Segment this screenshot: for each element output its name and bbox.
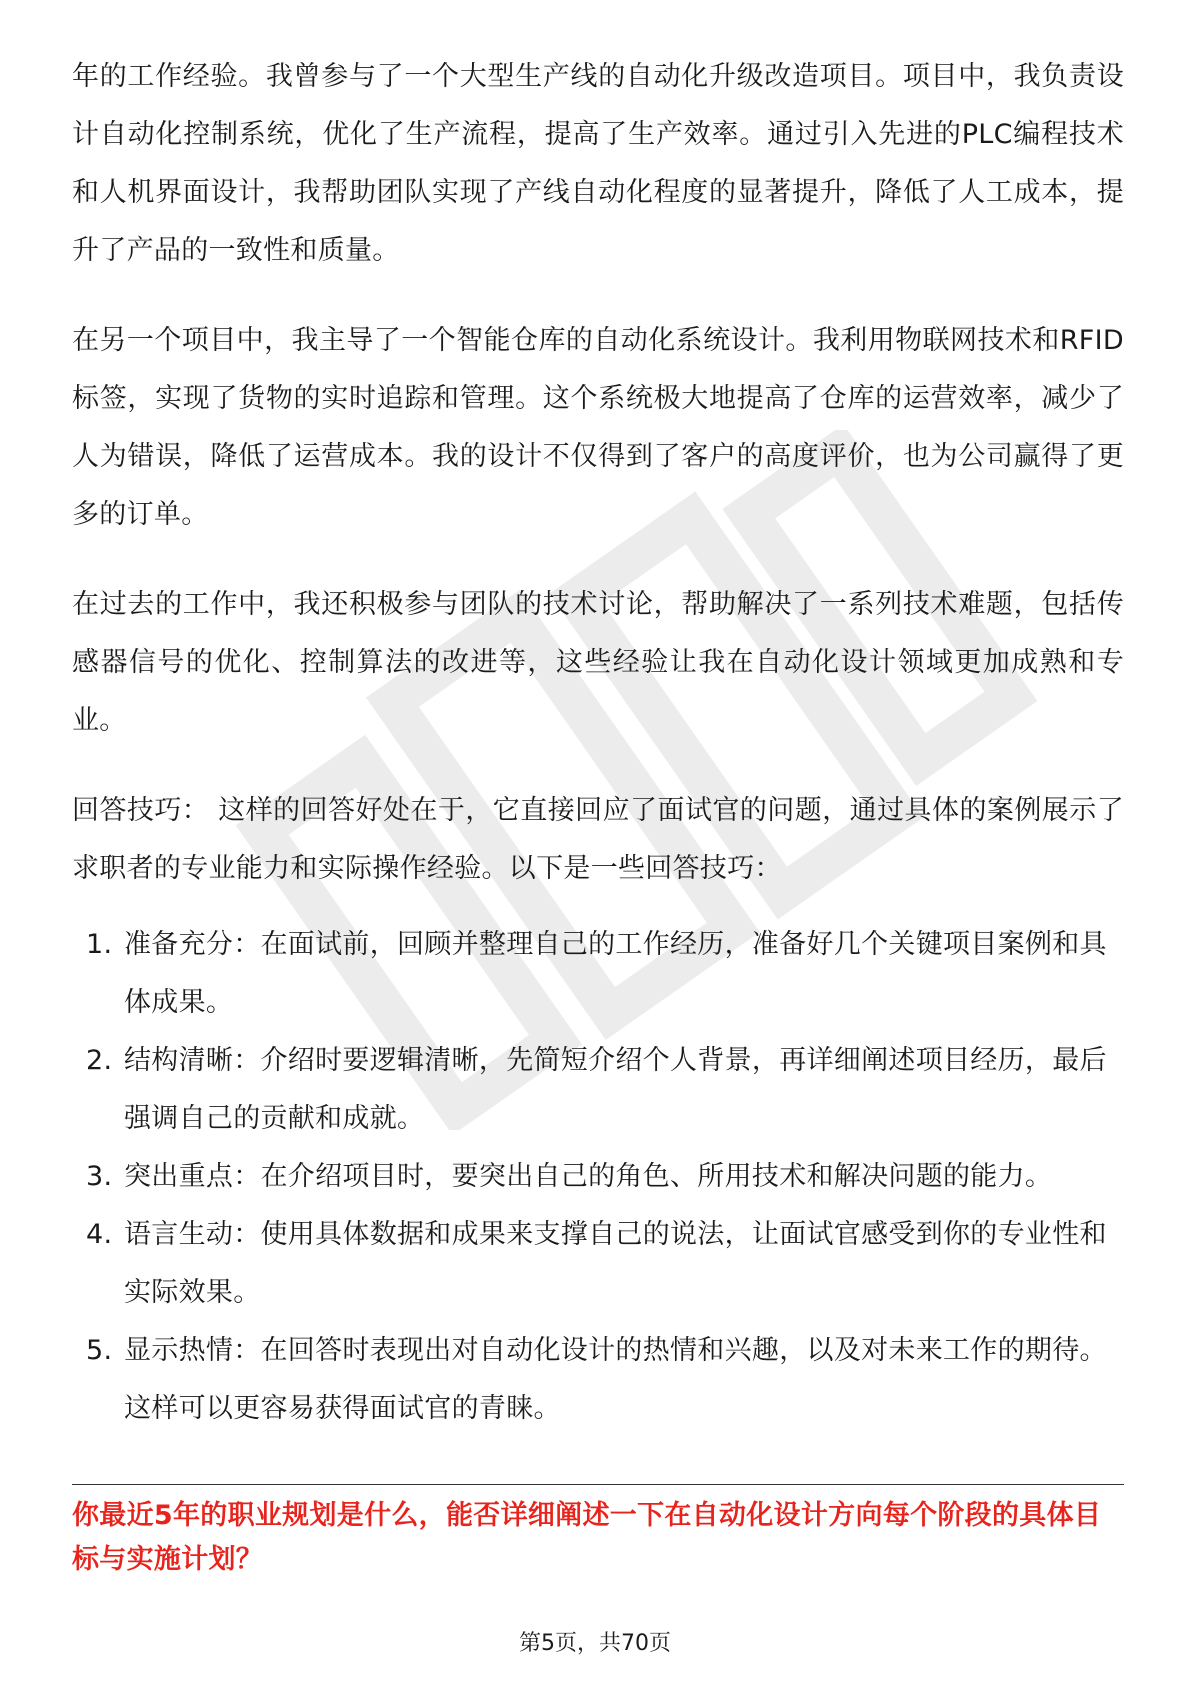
list-item-text: 准备充分：在面试前，回顾并整理自己的工作经历，准备好几个关键项目案例和具体成果。	[124, 929, 1107, 1018]
list-item-text: 显示热情：在回答时表现出对自动化设计的热情和兴趣，以及对未来工作的期待。这样可以更容易获得面试官的青睐。	[124, 1335, 1107, 1424]
interview-question-heading: 你最近5年的职业规划是什么，能否详细阐述一下在自动化设计方向每个阶段的具体目标与实施计划？	[72, 1500, 1102, 1575]
paragraph-team-contribution: 在过去的工作中，我还积极参与团队的技术讨论，帮助解决了一系列技术难题，包括传感器信号的优化、控制算法的改进等，这些经验让我在自动化设计领域更加成熟和专业。	[72, 589, 1124, 736]
paragraph-answer-tips-intro: 回答技巧： 这样的回答好处在于，它直接回应了面试官的问题，通过具体的案例展示了求职者的专业能力和实际操作经验。以下是一些回答技巧：	[72, 795, 1124, 884]
list-item	[72, 1322, 1124, 1438]
list-item	[72, 916, 1124, 1032]
list-item	[72, 1148, 1124, 1206]
list-item-number: 4.	[86, 1219, 113, 1250]
list-item-number: 2.	[86, 1045, 113, 1076]
tips-list	[72, 916, 1124, 1438]
page-footer: 第5页，共70页	[519, 1631, 671, 1656]
section-divider	[72, 1484, 1124, 1485]
main-content	[72, 48, 1124, 1438]
list-item	[72, 1032, 1124, 1148]
paragraph-warehouse-project: 在另一个项目中，我主导了一个智能仓库的自动化系统设计。我利用物联网技术和RFID标签，实现了货物的实时追踪和管理。这个系统极大地提高了仓库的运营效率，减少了人为错误，降低了运营成本。我的设计不仅得到了客户的高度评价，也为公司赢得了更多的订单。	[72, 325, 1124, 530]
list-item-text: 语言生动：使用具体数据和成果来支撑自己的说法，让面试官感受到你的专业性和实际效果。	[124, 1219, 1107, 1308]
list-item-number: 3.	[86, 1161, 113, 1192]
list-item-number: 5.	[86, 1335, 113, 1366]
list-item-text: 结构清晰：介绍时要逻辑清晰，先简短介绍个人背景，再详细阐述项目经历，最后强调自己的贡献和成就。	[124, 1045, 1107, 1134]
list-item-text: 突出重点：在介绍项目时，要突出自己的角色、所用技术和解决问题的能力。	[124, 1161, 1053, 1192]
list-item	[72, 1206, 1124, 1322]
list-item-number: 1.	[86, 929, 113, 960]
paragraph-experience: 年的工作经验。我曾参与了一个大型生产线的自动化升级改造项目。项目中，我负责设计自动化控制系统，优化了生产流程，提高了生产效率。通过引入先进的PLC编程技术和人机界面设计，我帮助团队实现了产线自动化程度的显著提升，降低了人工成本，提升了产品的一致性和质量。	[72, 61, 1124, 266]
